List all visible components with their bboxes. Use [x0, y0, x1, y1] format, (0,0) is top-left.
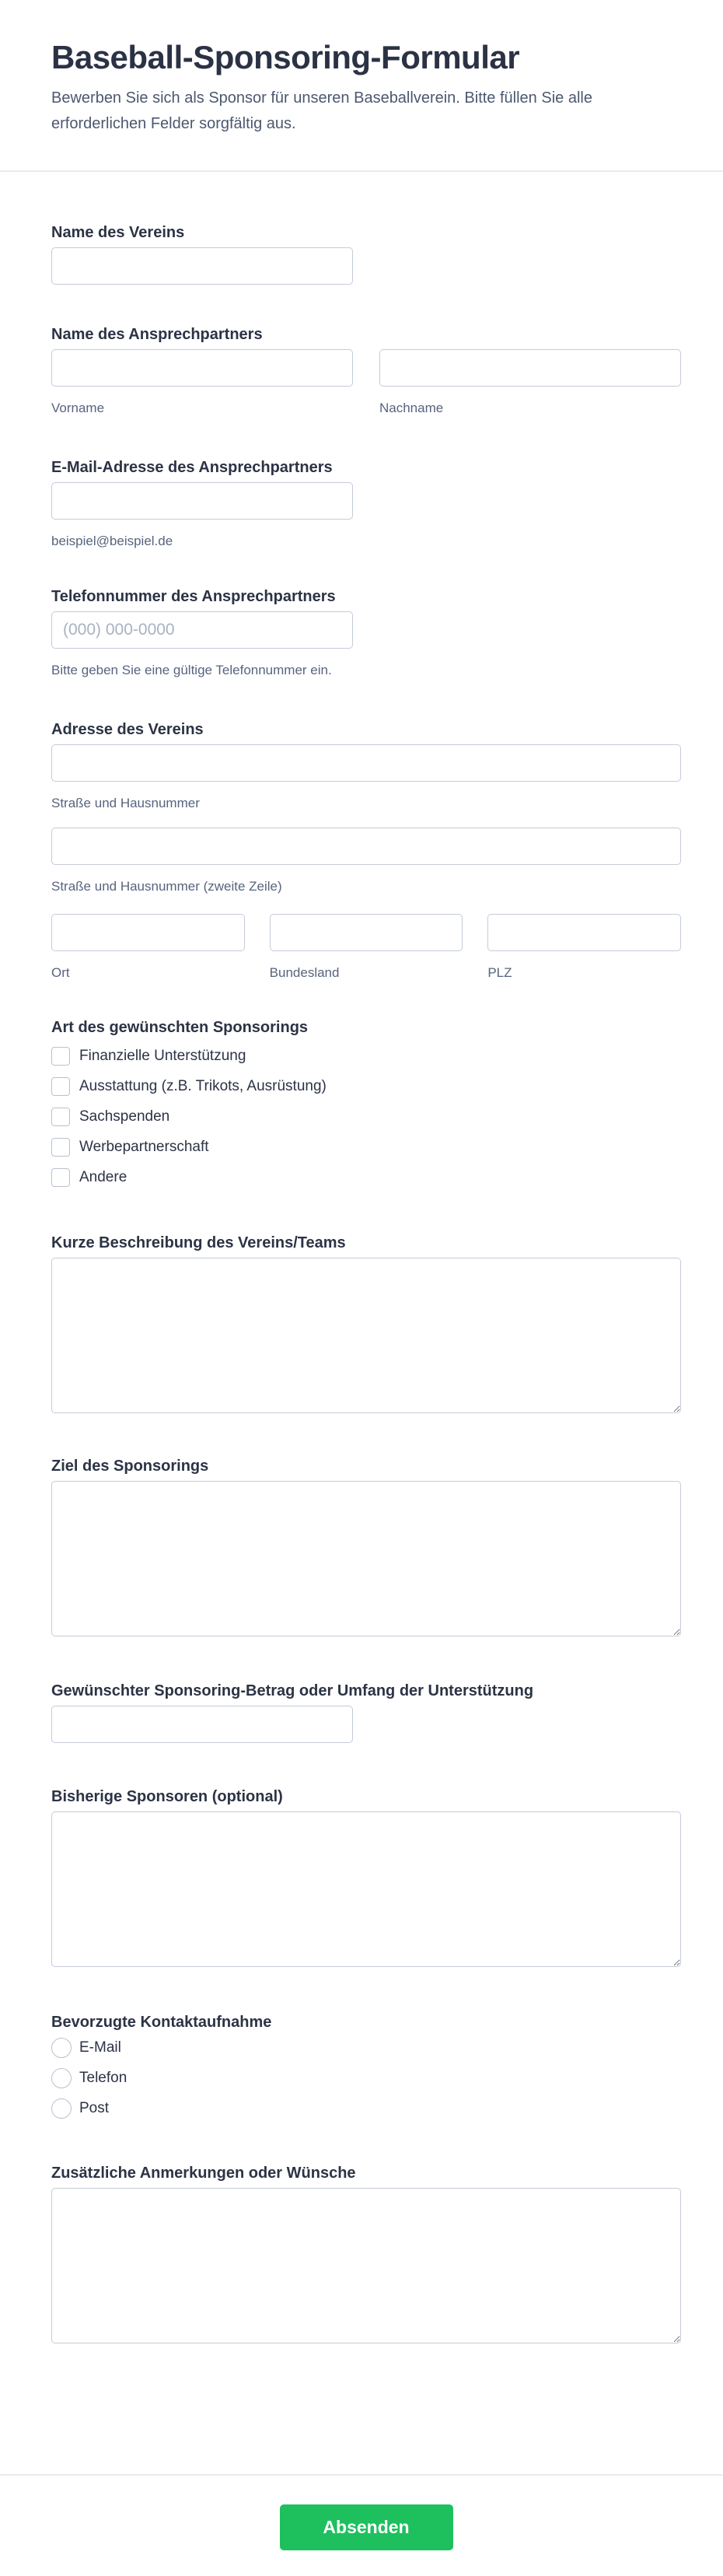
equipment-checkbox[interactable] [51, 1077, 70, 1096]
option-advertising [51, 1136, 681, 1157]
last-name-col [379, 349, 681, 417]
question-contact-method [51, 2012, 681, 2119]
address-label: Adresse des Vereins [51, 721, 204, 738]
phone-input[interactable] [51, 611, 353, 649]
last-name-sublabel: Nachname [379, 401, 444, 415]
financial-checkbox[interactable] [51, 1047, 70, 1066]
question-club-name [51, 222, 681, 285]
street2-input[interactable] [51, 828, 681, 865]
amount-input[interactable] [51, 1706, 353, 1743]
header-divider [0, 170, 723, 172]
zip-sublabel: PLZ [487, 965, 512, 980]
sponsoring-goal-textarea[interactable] [51, 1481, 681, 1636]
financial-label: Finanzielle Unterstützung [79, 1048, 246, 1064]
page-subtitle: Bewerben Sie sich als Sponsor für unseren Baseballverein. Bitte füllen Sie alle erforderlichen Felder sorgfältig aus. [51, 89, 592, 132]
question-amount [51, 1681, 681, 1743]
submit-button[interactable]: Absenden [280, 2504, 453, 2550]
street-sublabel: Straße und Hausnummer [51, 796, 200, 810]
option-other [51, 1167, 681, 1188]
team-description-label: Kurze Beschreibung des Vereins/Teams [51, 1234, 346, 1251]
zip-input[interactable] [487, 914, 681, 951]
other-label: Andere [79, 1169, 127, 1185]
sponsoring-goal-label: Ziel des Sponsorings [51, 1458, 209, 1475]
previous-sponsors-label: Bisherige Sponsoren (optional) [51, 1788, 283, 1805]
question-sponsoring-goal [51, 1456, 681, 1636]
contact-name-label: Name des Ansprechpartners [51, 326, 263, 343]
amount-label: Gewünschter Sponsoring-Betrag oder Umfang der Unterstützung [51, 1682, 534, 1699]
street2-sublabel: Straße und Hausnummer (zweite Zeile) [51, 879, 282, 894]
previous-sponsors-textarea[interactable] [51, 1811, 681, 1967]
notes-textarea[interactable] [51, 2188, 681, 2343]
question-previous-sponsors [51, 1787, 681, 1967]
city-input[interactable] [51, 914, 245, 951]
contact-post-label: Post [79, 2100, 110, 2116]
donations-checkbox[interactable] [51, 1108, 70, 1126]
contact-post-radio[interactable] [51, 2098, 72, 2119]
option-contact-phone [51, 2067, 681, 2088]
email-label: E-Mail-Adresse des Ansprechpartners [51, 459, 333, 476]
club-name-label: Name des Vereins [51, 224, 185, 241]
question-sponsoring-type [51, 1017, 681, 1188]
team-description-textarea[interactable] [51, 1258, 681, 1413]
notes-label: Zusätzliche Anmerkungen oder Wünsche [51, 2165, 356, 2182]
page-title: Baseball-Sponsoring-Formular [51, 39, 520, 75]
phone-helper: Bitte geben Sie eine gültige Telefonnummer ein. [51, 663, 332, 677]
state-input[interactable] [270, 914, 463, 951]
donations-label: Sachspenden [79, 1108, 170, 1125]
email-helper: beispiel@beispiel.de [51, 534, 173, 548]
sponsoring-type-label: Art des gewünschten Sponsorings [51, 1019, 309, 1036]
first-name-input[interactable] [51, 349, 353, 387]
question-phone [51, 586, 681, 679]
submit-row [51, 2504, 681, 2550]
question-address [51, 719, 681, 982]
first-name-sublabel: Vorname [51, 401, 105, 415]
contact-email-radio[interactable] [51, 2038, 72, 2058]
city-sublabel: Ort [51, 965, 70, 980]
question-email [51, 457, 681, 550]
club-name-input[interactable] [51, 247, 353, 285]
advertising-checkbox[interactable] [51, 1138, 70, 1157]
contact-method-label: Bevorzugte Kontaktaufnahme [51, 2014, 272, 2031]
state-sublabel: Bundesland [269, 965, 340, 980]
question-notes [51, 2163, 681, 2343]
phone-label: Telefonnummer des Ansprechpartners [51, 588, 336, 605]
contact-phone-label: Telefon [79, 2070, 127, 2086]
question-team-description [51, 1233, 681, 1413]
email-input[interactable] [51, 482, 353, 520]
street-input[interactable] [51, 744, 681, 782]
option-donations [51, 1106, 681, 1127]
question-contact-name [51, 324, 681, 417]
equipment-label: Ausstattung (z.B. Trikots, Ausrüstung) [79, 1078, 327, 1094]
contact-phone-radio[interactable] [51, 2068, 72, 2088]
contact-email-label: E-Mail [79, 2039, 121, 2056]
footer-divider [0, 2474, 723, 2476]
option-financial [51, 1045, 681, 1066]
last-name-input[interactable] [379, 349, 681, 387]
option-contact-post [51, 2098, 681, 2119]
option-equipment [51, 1076, 681, 1097]
other-checkbox[interactable] [51, 1168, 70, 1187]
advertising-label: Werbepartnerschaft [79, 1139, 209, 1155]
first-name-col [51, 349, 353, 417]
option-contact-email [51, 2037, 681, 2058]
